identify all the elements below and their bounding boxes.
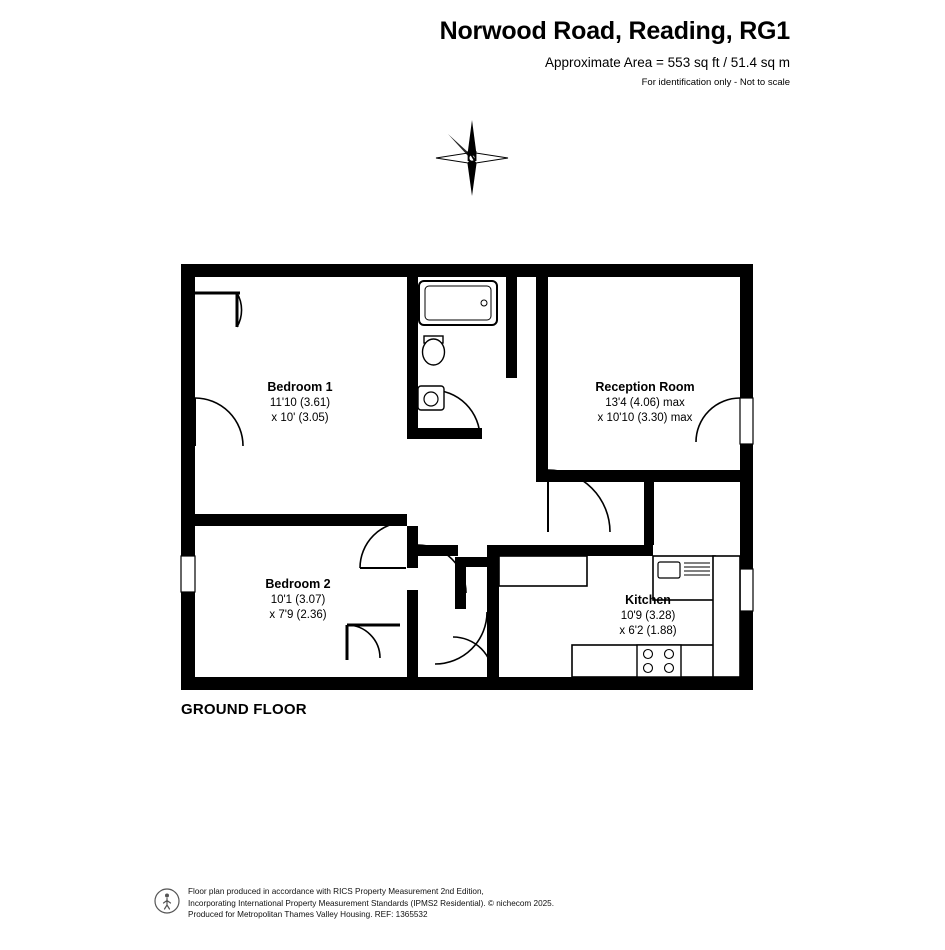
room-dimension-2: x 6'2 (1.88) [619, 624, 677, 637]
plan-footer [154, 886, 854, 921]
room-label-bedroom-2 [203, 576, 393, 622]
room-name: Bedroom 2 [265, 577, 331, 591]
identification-note: For identification only - Not to scale [641, 77, 790, 89]
room-label-kitchen [568, 592, 728, 638]
footer-line-1: Floor plan produced in accordance with RICS Property Measurement 2nd Edition, [188, 887, 484, 896]
compass-north-label: N [466, 148, 478, 165]
room-dimension-1: 13'4 (4.06) max [605, 397, 685, 409]
room-label-bedroom-1 [205, 379, 395, 425]
room-label-reception-room [545, 379, 745, 425]
footer-line-2: Incorporating International Property Measurement Standards (IPMS2 Residential). © nichecom 2025. [188, 898, 555, 908]
room-dimension-1: 11'10 (3.61) [269, 397, 331, 409]
info-person-icon [154, 888, 180, 914]
room-dimension-1: 10'9 (3.28) [620, 610, 676, 622]
floor-level-label: GROUND FLOOR [181, 701, 307, 718]
room-name: Reception Room [595, 380, 695, 394]
room-dimension-2: x 10'10 (3.30) max [597, 411, 693, 424]
page-title: Norwood Road, Reading, RG1 [439, 17, 790, 45]
room-dimension-1: 10'1 (3.07) [270, 594, 326, 606]
approximate-area: Approximate Area = 553 sq ft / 51.4 sq m [544, 54, 790, 70]
room-dimension-2: x 7'9 (2.36) [269, 608, 327, 621]
footer-line-3: Produced for Metropolitan Thames Valley Housing. REF: 1365532 [188, 910, 428, 920]
room-dimension-2: x 10' (3.05) [271, 411, 329, 424]
footer-disclaimer [188, 886, 554, 921]
room-name: Kitchen [625, 593, 671, 607]
room-name: Bedroom 1 [267, 380, 333, 394]
